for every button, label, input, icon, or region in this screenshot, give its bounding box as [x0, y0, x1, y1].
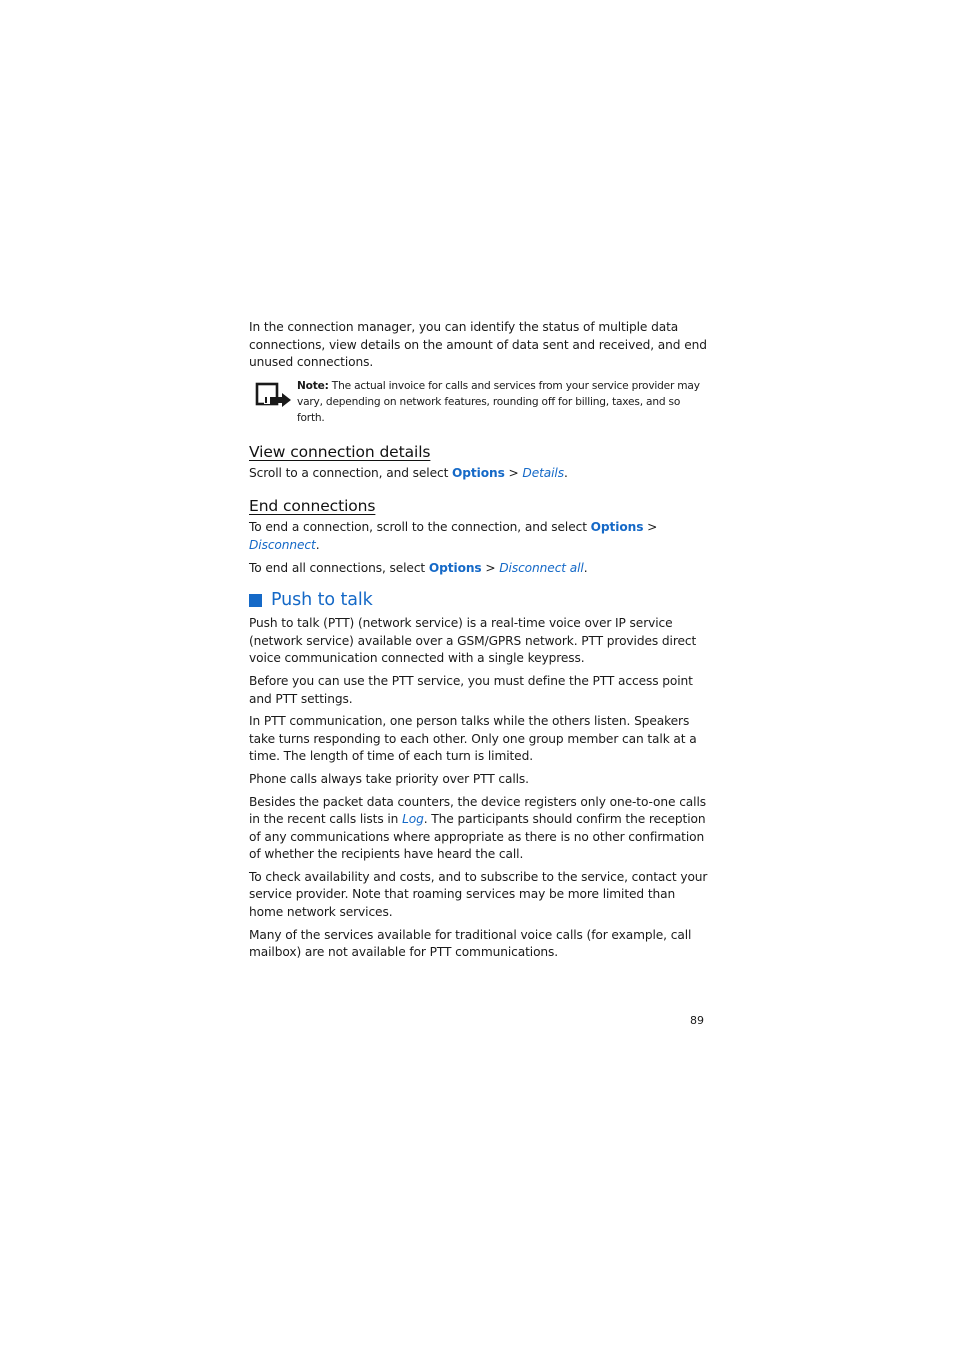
ptt-paragraph-6: To check availability and costs, and to subscribe to the service, contact your service provider. Note that roaming services may be more limited than home network services.: [249, 869, 708, 920]
ptt-paragraph-1: Push to talk (PTT) (network service) is a real-time voice over IP service (network service) available over a GSM/GPRS network. PTT provides direct voice communication connected with a single keypress.: [249, 616, 697, 666]
end-all-paragraph: [249, 560, 709, 578]
menu-separator: >: [504, 465, 523, 480]
ptt-paragraph-2: Before you can use the PTT service, you must define the PTT access point and PTT settings.: [249, 673, 693, 706]
disconnect-all-menu-ref: Disconnect all: [499, 560, 584, 575]
disconnect-menu-ref: Disconnect: [249, 537, 316, 552]
ptt-paragraph-5: [249, 794, 709, 864]
note-label: Note:: [297, 379, 329, 392]
ptt-p5-text: Besides the packet data counters, the device registers only one-to-one calls in the recent calls lists in: [249, 794, 706, 827]
intro-paragraph: In the connection manager, you can identify the status of multiple data connections, view details on the amount of data sent and received, and end unused connections.: [249, 320, 707, 370]
end-all-text: To end all connections, select: [249, 560, 429, 575]
details-menu-ref: Details: [522, 465, 564, 480]
ptt-paragraph-7: Many of the services available for traditional voice calls (for example, call mailbox) are not available for PTT communications.: [249, 927, 692, 960]
note-hand-icon: [249, 380, 297, 410]
period: .: [583, 560, 588, 575]
note-body: The actual invoice for calls and services from your service provider may vary, depending on network features, rounding off for billing, taxes, and so forth.: [297, 379, 700, 424]
view-connection-details-heading: View connection details: [249, 442, 431, 461]
ptt-paragraph-4: Phone calls always take priority over PTT calls.: [249, 771, 529, 786]
menu-separator: >: [481, 560, 500, 575]
end-connection-paragraph: [249, 519, 709, 554]
options-menu-ref: Options: [452, 465, 505, 480]
view-details-text: Scroll to a connection, and select: [249, 465, 453, 480]
log-menu-ref: Log: [402, 812, 424, 827]
end-connections-heading: End connections: [249, 497, 376, 516]
options-menu-ref: Options: [590, 520, 644, 535]
period: .: [315, 537, 320, 552]
page-number: 89: [690, 1014, 704, 1027]
ptt-paragraph-3: In PTT communication, one person talks while the others listen. Speakers take turns responding to each other. Only one group member can talk at a time. The length of time of each turn is limited.: [249, 714, 697, 764]
ptt-p5-text-after: . The participants should confirm the reception of any communications where appropriate as there is no other confirmation of whether the recipients have heard the call.: [249, 812, 706, 862]
push-to-talk-heading: [249, 589, 709, 611]
view-details-paragraph: [249, 465, 709, 483]
end-connection-text: To end a connection, scroll to the connection, and select: [249, 520, 591, 535]
period: .: [563, 465, 568, 480]
note-box: [249, 378, 709, 426]
page-content: [249, 319, 709, 967]
menu-separator: >: [643, 520, 658, 535]
note-text: [297, 378, 709, 426]
push-to-talk-title: Push to talk: [271, 590, 373, 611]
section-square-icon: [249, 594, 262, 607]
options-menu-ref: Options: [428, 560, 482, 575]
